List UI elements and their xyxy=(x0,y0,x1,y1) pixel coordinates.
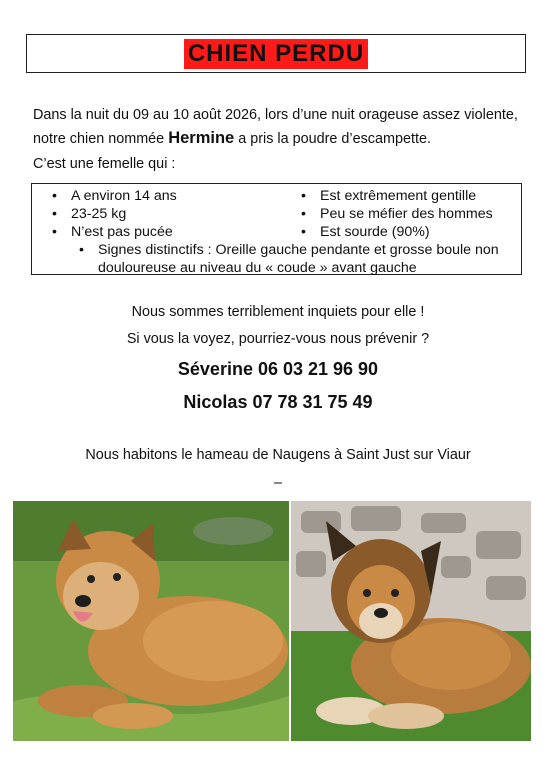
dog-name: Hermine xyxy=(168,129,235,147)
separator-dash: – xyxy=(273,475,282,491)
title-box xyxy=(26,34,526,73)
intro-text-before: Dans la nuit du 09 au 10 août 2026, lors d’une nuit orageuse assez violente, notre chien nommée xyxy=(33,107,518,147)
intro-text-after: a pris la poudre d’escampette. xyxy=(234,131,432,147)
ask-message: Si vous la voyez, pourriez-vous nous prévenir ? xyxy=(126,331,430,347)
location-text: Nous habitons le hameau de Naugens à Saint Just sur Viaur xyxy=(85,447,471,463)
traits-box xyxy=(31,183,522,275)
trait-item: • 23-25 kg xyxy=(52,205,177,223)
contact-nicolas: Nicolas 07 78 31 75 49 xyxy=(183,392,373,412)
traits-left-list xyxy=(52,187,177,241)
dog-photo-left xyxy=(13,501,289,741)
intro-paragraph xyxy=(33,104,533,151)
contact-severine: Séverine 06 03 21 96 90 xyxy=(177,359,379,379)
trait-item: • Peu se méfier des hommes xyxy=(301,205,493,223)
traits-right-list xyxy=(301,187,493,241)
trait-item: • Est extrêmement gentille xyxy=(301,187,493,205)
distinctive-signs: • Signes distinctifs : Oreille gauche pendante et grosse boule non douloureuse au niveau du « coude » avant gauche xyxy=(79,241,528,277)
dog-photo-right xyxy=(291,501,531,741)
traits-lead: C’est une femelle qui : xyxy=(33,156,176,172)
worry-message: Nous sommes terriblement inquiets pour elle ! xyxy=(131,304,425,320)
poster-title: CHIEN PERDU xyxy=(184,39,368,69)
trait-item: • Est sourde (90%) xyxy=(301,223,493,241)
trait-item: • A environ 14 ans xyxy=(52,187,177,205)
trait-item: • N’est pas pucée xyxy=(52,223,177,241)
